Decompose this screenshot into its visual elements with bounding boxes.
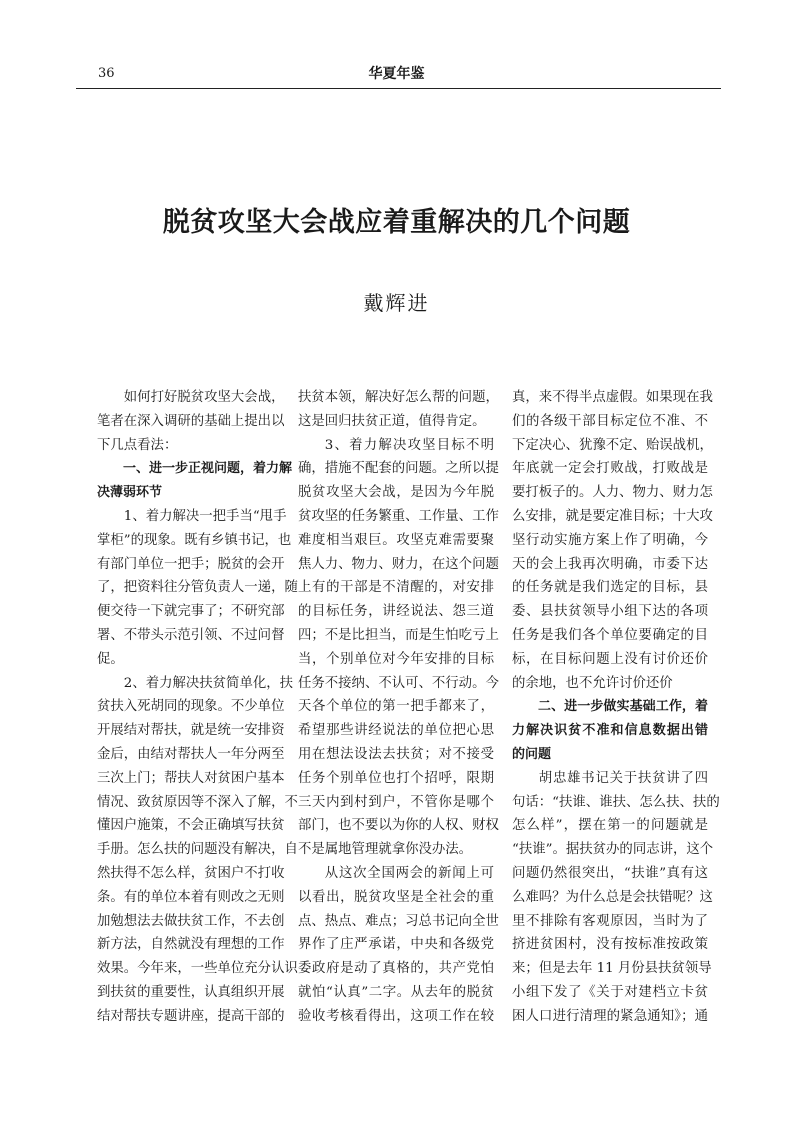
body-text-line: 的余地，也不允许讨价还价 [512, 675, 673, 691]
body-text-line: 了，把资料往分管负责人一递，随 [97, 580, 298, 596]
body-text-line: 有部门单位一把手；脱贫的会开 [97, 556, 285, 572]
body-text-line: 就怕“认真”二字。从去年的脱贫 [298, 984, 494, 1000]
body-text-line: 界作了庄严承诺，中央和各级党 [298, 937, 494, 953]
body-text-line: 年底就一定会打败战，打败战是 [512, 461, 708, 477]
article-title: 脱贫攻坚大会战应着重解决的几个问题 [162, 207, 631, 238]
text-column-3 [512, 386, 720, 1029]
body-text-line: 从这次全国两会的新闻上可 [324, 865, 494, 881]
body-text-line: 难度相当艰巨。攻坚克难需要聚 [298, 532, 494, 548]
body-text-line: 胡忠雄书记关于扶贫讲了四 [538, 770, 708, 786]
body-text-line: 笔者在深入调研的基础上提出以 [97, 413, 285, 429]
body-text-line: 焦人力、物力、财力，在这个问题 [298, 556, 499, 572]
section-heading-line: 的问题 [512, 746, 552, 762]
body-text-line: 便交待一下就完事了；不研究部 [97, 604, 285, 620]
body-text-line: 来；但是去年 11 月份县扶贫领导 [512, 961, 712, 977]
body-text-line: 用在想法设法去扶贫；对不接受 [298, 746, 494, 762]
body-text-line: 的任务就是我们选定的目标，县 [512, 580, 708, 596]
body-text-line: 标，在目标问题上没有讨价还价 [512, 651, 708, 667]
body-text-line: 委、县扶贫领导小组下达的各项 [512, 604, 708, 620]
body-text-line: 贫攻坚的任务繁重、工作量、工作 [298, 508, 499, 524]
body-text-line: 确，措施不配套的问题。之所以提 [298, 461, 499, 477]
section-heading-line: 一、进一步正视问题，着力解 [123, 461, 293, 477]
body-text-line: 手册。怎么扶的问题没有解决，自 [97, 842, 298, 858]
body-text-line: 扶贫本领，解决好怎么帮的问题， [298, 390, 499, 405]
body-text-line: 么安排，就是要定准目标；十大攻 [512, 508, 713, 524]
body-text-line: 任务个别单位也打个招呼，限期 [298, 770, 494, 786]
body-text-line: 三次上门；帮扶人对贫困户基本 [97, 770, 285, 786]
body-text-line: “扶谁”。据扶贫办的同志讲，这个 [512, 842, 714, 858]
body-text-line: 三天内到村到户，不管你是哪个 [298, 794, 494, 810]
body-text-line: 们的各级干部目标定位不准、不 [512, 413, 708, 429]
body-text-line: 问题仍然很突出，“扶谁”真有这 [512, 865, 708, 881]
body-text-line: 任务是我们各个单位要确定的目 [512, 627, 708, 643]
section-heading-line: 二、进一步做实基础工作，着 [538, 699, 708, 715]
body-text-line: 新方法，自然就没有理想的工作 [97, 937, 285, 953]
body-text-line: 小组下发了《关于对建档立卡贫 [512, 984, 708, 1000]
text-column-1 [97, 386, 298, 1029]
body-text-line: 当，个别单位对今年安排的目标 [298, 651, 494, 667]
body-text-line: 到扶贫的重要性，认真组织开展 [97, 984, 285, 1000]
body-text-line: 掌柜”的现象。既有乡镇书记，也 [97, 532, 292, 548]
body-text-line: 1、着力解决一把手当“甩手 [123, 508, 287, 524]
body-text-line: 么难吗？为什么总是会扶错呢？这 [512, 889, 713, 905]
body-text-line: 的目标任务，讲经说法、怨三道 [298, 604, 494, 620]
body-text-line: 怎么样”，摆在第一的问题就是 [512, 818, 708, 834]
running-title: 华夏年鉴 [368, 66, 425, 82]
section-heading-line: 力解决识贫不准和信息数据出错 [512, 723, 708, 739]
body-text-line: 真，来不得半点虚假。如果现在我 [512, 390, 713, 405]
body-text-line: 不是属地管理就拿你没办法。 [298, 842, 473, 858]
header-rule [76, 88, 721, 89]
text-column-2 [298, 386, 499, 1029]
body-text-line: 署、不带头示范引领、不过问督 [97, 627, 285, 643]
body-text-line: 部门，也不要以为你的人权、财权 [298, 818, 499, 834]
body-text-line: 委政府是动了真格的，共产党怕 [298, 961, 494, 977]
body-text-line: 这是回归扶贫正道，值得肯定。 [298, 413, 486, 429]
body-text-line: 懂因户施策，不会正确填写扶贫 [97, 818, 285, 834]
body-text-line: 下几点看法： [97, 437, 178, 453]
body-text-line: 以看出，脱贫攻坚是全社会的重 [298, 889, 494, 905]
body-text-line: 天各个单位的第一把手都来了， [298, 699, 494, 715]
body-text-line: 四；不是比担当，而是生怕吃亏上 [298, 627, 499, 643]
body-text-line: 里不排除有客观原因，当时为了 [512, 913, 708, 929]
body-text-line: 金后，由结对帮扶人一年分两至 [97, 746, 285, 762]
body-text-line: 任务不接纳、不认可、不行动。今 [298, 675, 499, 691]
body-text-line: 句话：“扶谁、谁扶、怎么扶、扶的 [512, 794, 720, 810]
body-text-line: 如何打好脱贫攻坚大会战， [123, 390, 285, 405]
body-text-line: 下定决心、犹豫不定、贻误战机， [512, 437, 713, 453]
body-text-line: 天的会上我再次明确，市委下达 [512, 556, 708, 572]
body-text-line: 验收考核看得出，这项工作在较 [298, 1008, 494, 1024]
page-number: 36 [98, 66, 115, 81]
body-text-line: 开展结对帮扶，就是统一安排资 [97, 723, 285, 739]
body-text-line: 加勉想法去做扶贫工作，不去创 [97, 913, 285, 929]
body-text-line: 2、着力解决扶贫简单化，扶 [123, 675, 294, 691]
body-text-line: 希望那些讲经说法的单位把心思 [298, 723, 494, 739]
body-text-line: 3、着力解决攻坚目标不明 [324, 437, 494, 453]
body-text-line: 点、热点、难点；习总书记向全世 [298, 913, 499, 929]
body-text-line: 挤进贫困村，没有按标准按政策 [512, 937, 708, 953]
body-text-line: 条。有的单位本着有则改之无则 [97, 889, 285, 905]
body-text-line: 坚行动实施方案上作了明确，今 [512, 532, 708, 548]
body-text-line: 结对帮扶专题讲座，提高干部的 [97, 1008, 285, 1024]
body-text-line: 情况、致贫原因等不深入了解，不 [97, 794, 298, 810]
body-text-line: 上有的干部是不清醒的，对安排 [298, 580, 494, 596]
section-heading-line: 决薄弱环节 [97, 485, 163, 501]
body-text-line: 然扶得不怎么样，贫困户不打收 [97, 865, 285, 881]
body-text-line: 贫扶入死胡同的现象。不少单位 [97, 699, 285, 715]
body-text-line: 困人口进行清理的紧急通知》；通 [512, 1008, 708, 1024]
body-text-line: 效果。今年来，一些单位充分认识 [97, 961, 298, 977]
body-text-line: 促。 [97, 651, 124, 667]
body-text-line: 要打板子的。人力、物力、财力怎 [512, 485, 713, 501]
article-author: 戴辉进 [363, 291, 430, 315]
body-text-line: 脱贫攻坚大会战，是因为今年脱 [298, 485, 494, 501]
